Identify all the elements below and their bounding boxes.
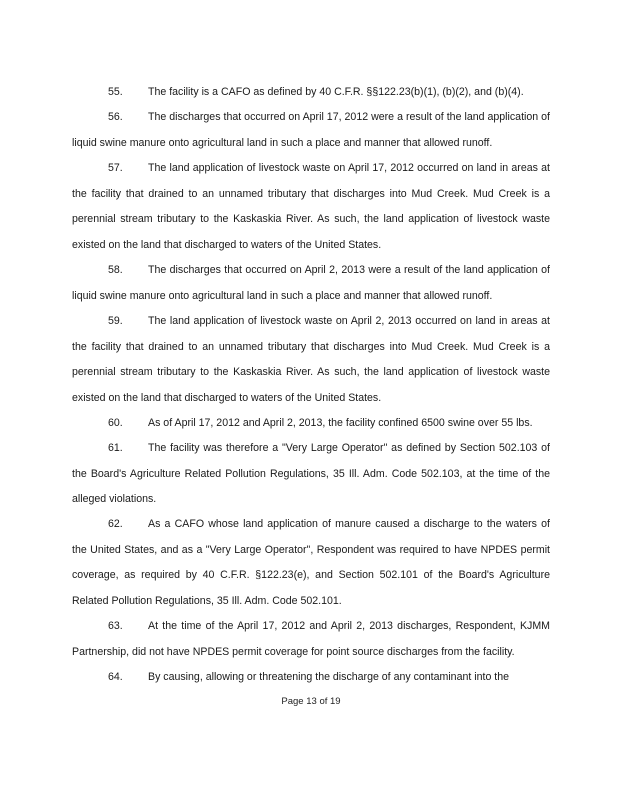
paragraph-text: The land application of livestock waste on April 2, 2013 occurred on land in areas at the facility that drained to an unnamed tributary that discharges into Mud Creek. Mud Creek is a perennial stream tributary to the Kaskaskia River. As such, the land application of livestock waste existed on the land that discharged to waters of the United States. xyxy=(72,315,550,404)
paragraph-59 xyxy=(72,309,550,411)
paragraph-62 xyxy=(72,512,550,614)
paragraph-text: As of April 17, 2012 and April 2, 2013, the facility confined 6500 swine over 55 lbs. xyxy=(148,417,533,429)
paragraph-number: 60. xyxy=(108,417,123,429)
paragraph-text: The facility is a CAFO as defined by 40 C.F.R. §§122.23(b)(1), (b)(2), and (b)(4). xyxy=(148,86,524,98)
paragraph-text: The discharges that occurred on April 2, 2013 were a result of the land application of liquid swine manure onto agricultural land in such a place and manner that allowed runoff. xyxy=(72,264,550,302)
paragraph-text: The facility was therefore a "Very Large Operator" as defined by Section 502.103 of the Board's Agriculture Related Pollution Regulations, 35 Ill. Adm. Code 502.103, at the time of the alleged violations. xyxy=(72,442,550,505)
paragraph-64 xyxy=(72,665,550,691)
paragraph-63 xyxy=(72,614,550,665)
paragraph-number: 63. xyxy=(108,620,123,632)
paragraph-text: The land application of livestock waste on April 17, 2012 occurred on land in areas at the facility that drained to an unnamed tributary that discharges into Mud Creek. Mud Creek is a perennial stream tributary to the Kaskaskia River. As such, the land application of livestock waste existed on the land that discharged to waters of the United States. xyxy=(72,162,550,251)
paragraph-number: 59. xyxy=(108,315,123,327)
paragraph-55 xyxy=(72,80,550,106)
paragraph-text: At the time of the April 17, 2012 and April 2, 2013 discharges, Respondent, KJMM Partnership, did not have NPDES permit coverage for point source discharges from the facility. xyxy=(72,620,550,658)
paragraph-text: By causing, allowing or threatening the discharge of any contaminant into the xyxy=(148,671,509,683)
paragraph-58 xyxy=(72,258,550,309)
paragraph-number: 64. xyxy=(108,671,123,683)
paragraph-number: 58. xyxy=(108,264,123,276)
paragraph-text: The discharges that occurred on April 17, 2012 were a result of the land application of liquid swine manure onto agricultural land in such a place and manner that allowed runoff. xyxy=(72,111,550,149)
paragraph-60 xyxy=(72,411,550,437)
page-footer: Page 13 of 19 xyxy=(281,696,341,707)
paragraph-61 xyxy=(72,436,550,513)
paragraph-56 xyxy=(72,105,550,156)
paragraph-number: 55. xyxy=(108,86,123,98)
paragraph-number: 57. xyxy=(108,162,123,174)
paragraph-57 xyxy=(72,156,550,258)
paragraph-number: 56. xyxy=(108,111,123,123)
paragraph-text: As a CAFO whose land application of manure caused a discharge to the waters of the United States, and as a "Very Large Operator", Respondent was required to have NPDES permit coverage, as required by 40 C.F.R. §122.23(e), and Section 502.101 of the Board's Agriculture Related Pollution Regulations, 35 Ill. Adm. Code 502.101. xyxy=(72,518,550,607)
paragraph-number: 62. xyxy=(108,518,123,530)
paragraph-number: 61. xyxy=(108,442,123,454)
